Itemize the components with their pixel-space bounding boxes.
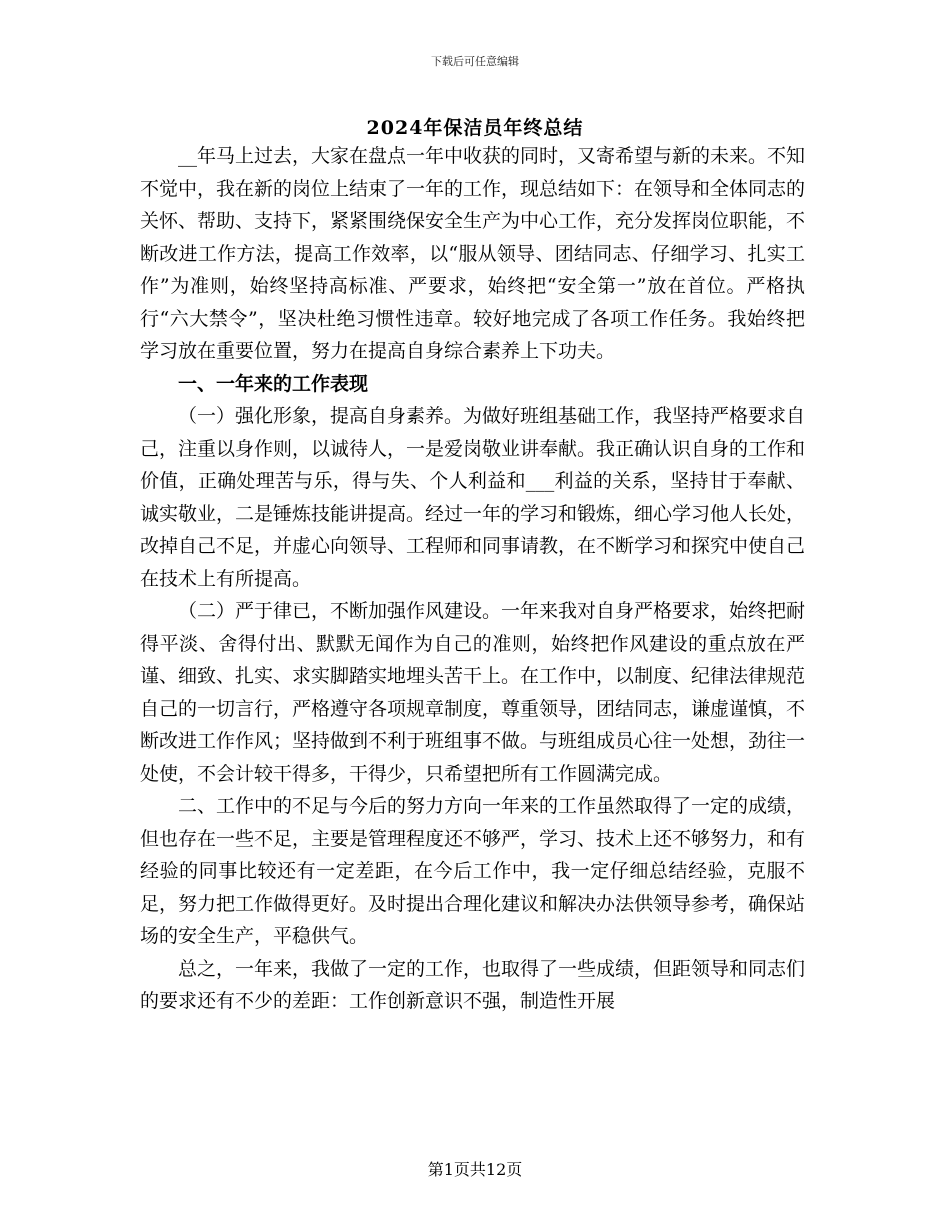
paragraph-image-quality: （一）强化形象，提高自身素养。为做好班组基础工作，我坚持严格要求自己，注重以身作则，以诚待人，一是爱岗敬业讲奉献。我正确认识自身的工作和价值，正确处理苦与乐，得与失、个人利益和___利益的关系，坚持甘于奉献、诚实敬业，二是锤炼技能讲提高。经过一年的学习和锻炼，细心学习他人长处，改掉自己不足，并虚心向领导、工程师和同事请教，在不断学习和探究中使自己在技术上有所提高。	[140, 405, 806, 590]
section-heading-work-performance: 一、一年来的工作表现	[178, 372, 369, 395]
paragraph-conclusion: 总之，一年来，我做了一定的工作，也取得了一些成绩，但距领导和同志们的要求还有不少的差距：工作创新意识不强，制造性开展	[140, 957, 806, 1012]
header-note: 下载后可任意编辑	[431, 55, 519, 68]
page-number-footer: 第1页共12页	[427, 1160, 523, 1179]
document-title: 2024年保洁员年终总结	[366, 117, 584, 139]
document-body	[140, 140, 805, 1018]
intro-paragraph: __年马上过去，大家在盘点一年中收获的同时，又寄希望与新的未来。不知不觉中，我在新的岗位上结束了一年的工作，现总结如下：在领导和全体同志的关怀、帮助、支持下，紧紧围绕保安全生产为中心工作，充分发挥岗位职能，不断改进工作方法，提高工作效率，以“服从领导、团结同志、仔细学习、扎实工作”为准则，始终坚持高标准、严要求，始终把“安全第一”放在首位。严格执行“六大禁令”，坚决杜绝习惯性违章。较好地完成了各项工作任务。我始终把学习放在重要位置，努力在提高自身综合素养上下功夫。	[140, 145, 806, 362]
paragraph-self-discipline: （二）严于律已，不断加强作风建设。一年来我对自身严格要求，始终把耐得平淡、舍得付出、默默无闻作为自己的准则，始终把作风建设的重点放在严谨、细致、扎实、求实脚踏实地埋头苦干上。在工作中，以制度、纪律法律规范自己的一切言行，严格遵守各项规章制度，尊重领导，团结同志，谦虚谨慎，不断改进工作作风；坚持做到不利于班组事不做。与班组成员心往一处想，劲往一处使，不会计较干得多，干得少，只希望把所有工作圆满完成。	[140, 600, 806, 785]
paragraph-shortcomings: 二、工作中的不足与今后的努力方向一年来的工作虽然取得了一定的成绩，但也存在一些不足，主要是管理程度还不够严，学习、技术上还不够努力，和有经验的同事比较还有一定差距，在今后工作中，我一定仔细总结经验，克服不足，努力把工作做得更好。及时提出合理化建议和解决办法供领导参考，确保站场的安全生产，平稳供气。	[140, 795, 806, 947]
